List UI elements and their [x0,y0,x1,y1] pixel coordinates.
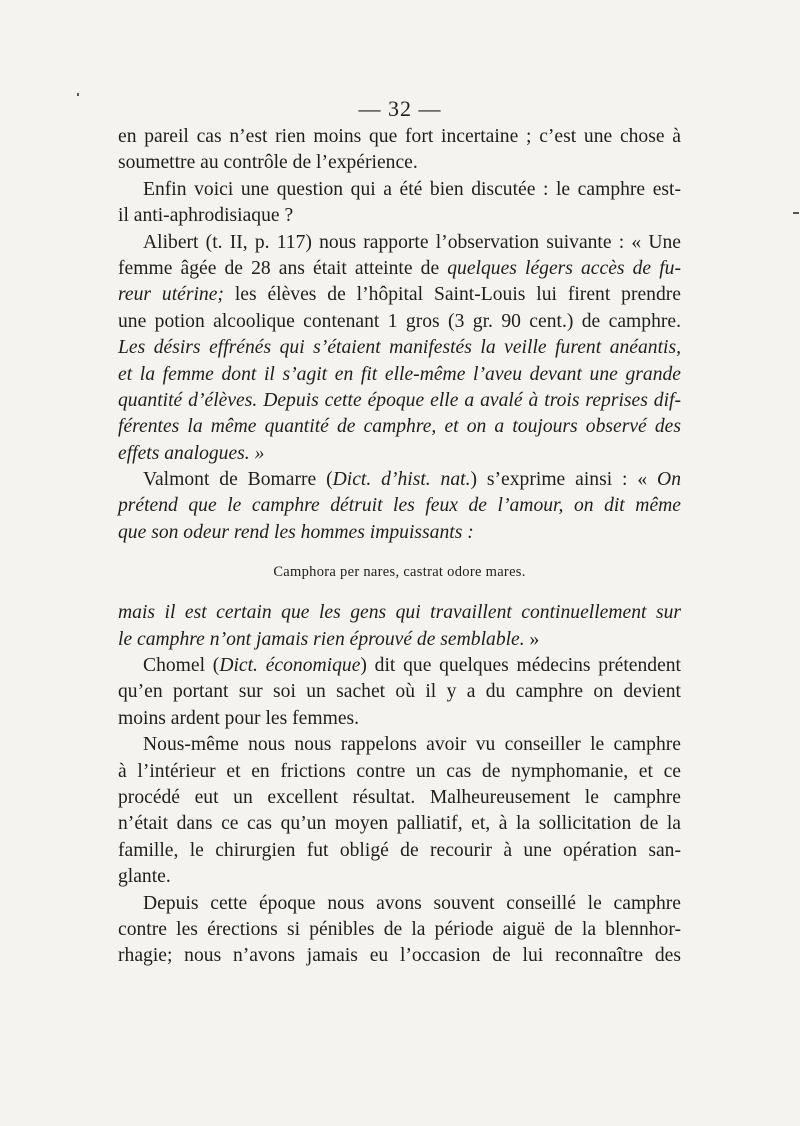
text-line: procédé eut un excellent résultat. Malheureusement le camphre [118,786,681,808]
text-line: à l’intérieur et en frictions contre un cas de nymphomanie, et ce [118,760,681,782]
text-line: mais il est certain que les gens qui travaillent continuellement sur [118,602,681,624]
text-line: férentes la même quantité de camphre, et on a toujours observé des [118,416,681,438]
text-line: le camphre n’ont jamais rien éprouvé de semblable. » [118,628,540,650]
body-text [118,124,681,970]
text-line: que son odeur rend les hommes impuissants : [118,521,474,543]
text-line: Chomel (Dict. économique) dit que quelques médecins prétendent [143,655,682,677]
text-line: qu’en portant sur soi un sachet où il y a du camphre on devient [118,681,681,703]
text-line: rhagie; nous n’avons jamais eu l’occasion de lui reconnaître des [118,945,681,967]
text-line: en pareil cas n’est rien moins que fort incertaine ; c’est une chose à [118,126,681,147]
text-line: n’était dans ce cas qu’un moyen palliatif, et, à la sollicitation de la [118,813,681,835]
latin-quote: Camphora per nares, castrat odore mares. [273,564,526,581]
text-line: reur utérine; les élèves de l’hôpital Saint-Louis lui firent prendre [118,284,681,306]
text-line: effets analogues. » [118,442,265,464]
text-line: contre les érections si pénibles de la période aiguë de la blennhor- [118,918,681,940]
text-line: famille, le chirurgien fut obligé de recourir à une opération san- [118,839,681,861]
text-line: glante. [118,866,171,888]
margin-mark [793,212,799,214]
text-line: Alibert (t. II, p. 117) nous rapporte l’observation suivante : « Une [143,231,681,253]
text-line: il anti-aphrodisiaque ? [118,205,294,227]
text-line: Depuis cette époque nous avons souvent conseillé le camphre [143,892,681,914]
text-line: soumettre au contrôle de l’expérience. [118,152,418,174]
text-line: femme âgée de 28 ans était atteinte de quelques légers accès de fu- [118,257,681,279]
text-line: et la femme dont il s’agit en fit elle-même l’aveu devant une grande [118,363,681,385]
text-line: prétend que le camphre détruit les feux de l’amour, on dit même [118,495,681,517]
text-line: Nous-même nous nous rappelons avoir vu conseiller le camphre [143,734,681,756]
text-line: une potion alcoolique contenant 1 gros (3 gr. 90 cent.) de camphre. [118,310,681,332]
page-number: — 32 — [358,96,442,121]
text-line: Valmont de Bomarre (Dict. d’hist. nat.) s’exprime ainsi : « On [143,469,681,491]
text-line: Enfin voici une question qui a été bien discutée : le camphre est- [143,178,681,200]
text-line: quantité d’élèves. Depuis cette époque elle a avalé à trois reprises dif- [118,389,681,411]
text-line: Les désirs effrénés qui s’étaient manifestés la veille furent anéantis, [118,337,681,359]
text-line: moins ardent pour les femmes. [118,707,360,729]
